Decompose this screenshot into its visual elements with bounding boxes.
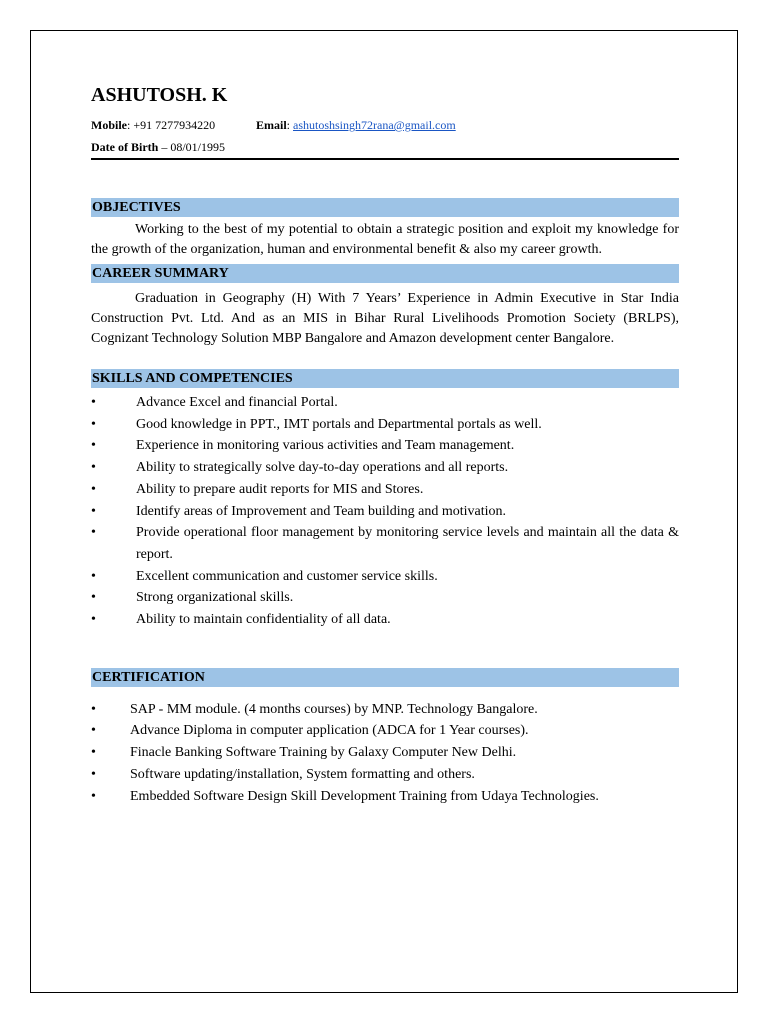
skill-item [91, 522, 679, 565]
candidate-name: ASHUTOSH. K [91, 84, 228, 106]
skill-item [91, 566, 679, 588]
email-field [256, 117, 456, 133]
skills-list [91, 392, 679, 631]
bullet-icon: • [91, 701, 96, 717]
certification-item-text: SAP - MM module. (4 months courses) by MNP. Technology Bangalore. [130, 701, 538, 717]
header-divider [91, 158, 679, 160]
skill-item [91, 392, 679, 414]
skill-item [91, 435, 679, 457]
skill-item-text: Identify areas of Improvement and Team building and motivation. [136, 503, 507, 519]
certification-item [91, 764, 679, 786]
skill-item-text: Experience in monitoring various activities and Team management. [136, 438, 515, 454]
skill-item-text: Provide operational floor management by monitoring service levels and maintain all the data & report. [136, 525, 679, 562]
mobile-value: : +91 7277934220 [127, 118, 216, 132]
career-summary-heading: CAREER SUMMARY [91, 264, 679, 283]
bullet-icon: • [91, 723, 96, 739]
certification-item-text: Software updating/installation, System formatting and others. [130, 766, 475, 782]
bullet-icon: • [91, 788, 96, 804]
skill-item-text: Strong organizational skills. [136, 590, 294, 606]
skill-item-text: Ability to maintain confidentiality of all data. [136, 612, 391, 628]
skill-item-text: Advance Excel and financial Portal. [136, 395, 338, 410]
email-label: Email [256, 118, 287, 132]
certification-item-text: Finacle Banking Software Training by Galaxy Computer New Delhi. [130, 745, 517, 761]
certification-item [91, 742, 679, 764]
email-separator: : [286, 118, 294, 132]
mobile-label: Mobile [91, 118, 127, 132]
skill-item-text: Good knowledge in PPT., IMT portals and Departmental portals as well. [136, 416, 542, 432]
bullet-icon: • [91, 438, 96, 454]
career-summary-text: Graduation in Geography (H) With 7 Years’ Experience in Admin Executive in Star India Construction Pvt. Ltd. And as an MIS in Bihar Rural Livelihoods Promotion Society (BRLPS), Cognizant Technology Solution MBP Bangalore and Amazon development center Bangalore. [91, 291, 679, 346]
bullet-icon: • [91, 460, 96, 476]
bullet-icon: • [91, 525, 96, 541]
certification-heading: CERTIFICATION [91, 668, 679, 687]
skill-item-text: Ability to strategically solve day-to-day operations and all reports. [136, 460, 509, 476]
skill-item [91, 609, 679, 631]
dob-field [91, 139, 679, 155]
skill-item [91, 501, 679, 523]
bullet-icon: • [91, 745, 96, 761]
bullet-icon: • [91, 481, 96, 497]
certification-item [91, 720, 679, 742]
bullet-icon: • [91, 503, 96, 519]
bullet-icon: • [91, 395, 96, 410]
skills-heading: SKILLS AND COMPETENCIES [91, 369, 679, 388]
objectives-text: Working to the best of my potential to obtain a strategic position and exploit my knowledge for the growth of the organization, human and environmental benefit & also my career growth. [91, 222, 679, 257]
objectives-heading: OBJECTIVES [91, 198, 679, 217]
bullet-icon: • [91, 590, 96, 606]
dob-value: – 08/01/1995 [158, 140, 225, 154]
bullet-icon: • [91, 416, 96, 432]
skill-item-text: Excellent communication and customer service skills. [136, 568, 438, 584]
mobile-field [91, 117, 256, 133]
dob-label: Date of Birth [91, 140, 159, 154]
bullet-icon: • [91, 612, 96, 628]
certification-item-text: Embedded Software Design Skill Development Training from Udaya Technologies. [130, 788, 599, 804]
skill-item [91, 457, 679, 479]
skill-item [91, 479, 679, 501]
resume-page [30, 30, 738, 993]
contact-line [91, 117, 679, 133]
skill-item-text: Ability to prepare audit reports for MIS and Stores. [136, 481, 424, 497]
bullet-icon: • [91, 568, 96, 584]
bullet-icon: • [91, 766, 96, 782]
certification-item [91, 699, 679, 721]
skill-item [91, 414, 679, 436]
certification-list [91, 699, 679, 808]
certification-item-text: Advance Diploma in computer application (ADCA for 1 Year courses). [130, 723, 529, 739]
skill-item [91, 587, 679, 609]
certification-item [91, 786, 679, 808]
email-link[interactable]: ashutoshsingh72rana@gmail.com [293, 118, 456, 132]
resume-content [91, 83, 679, 807]
